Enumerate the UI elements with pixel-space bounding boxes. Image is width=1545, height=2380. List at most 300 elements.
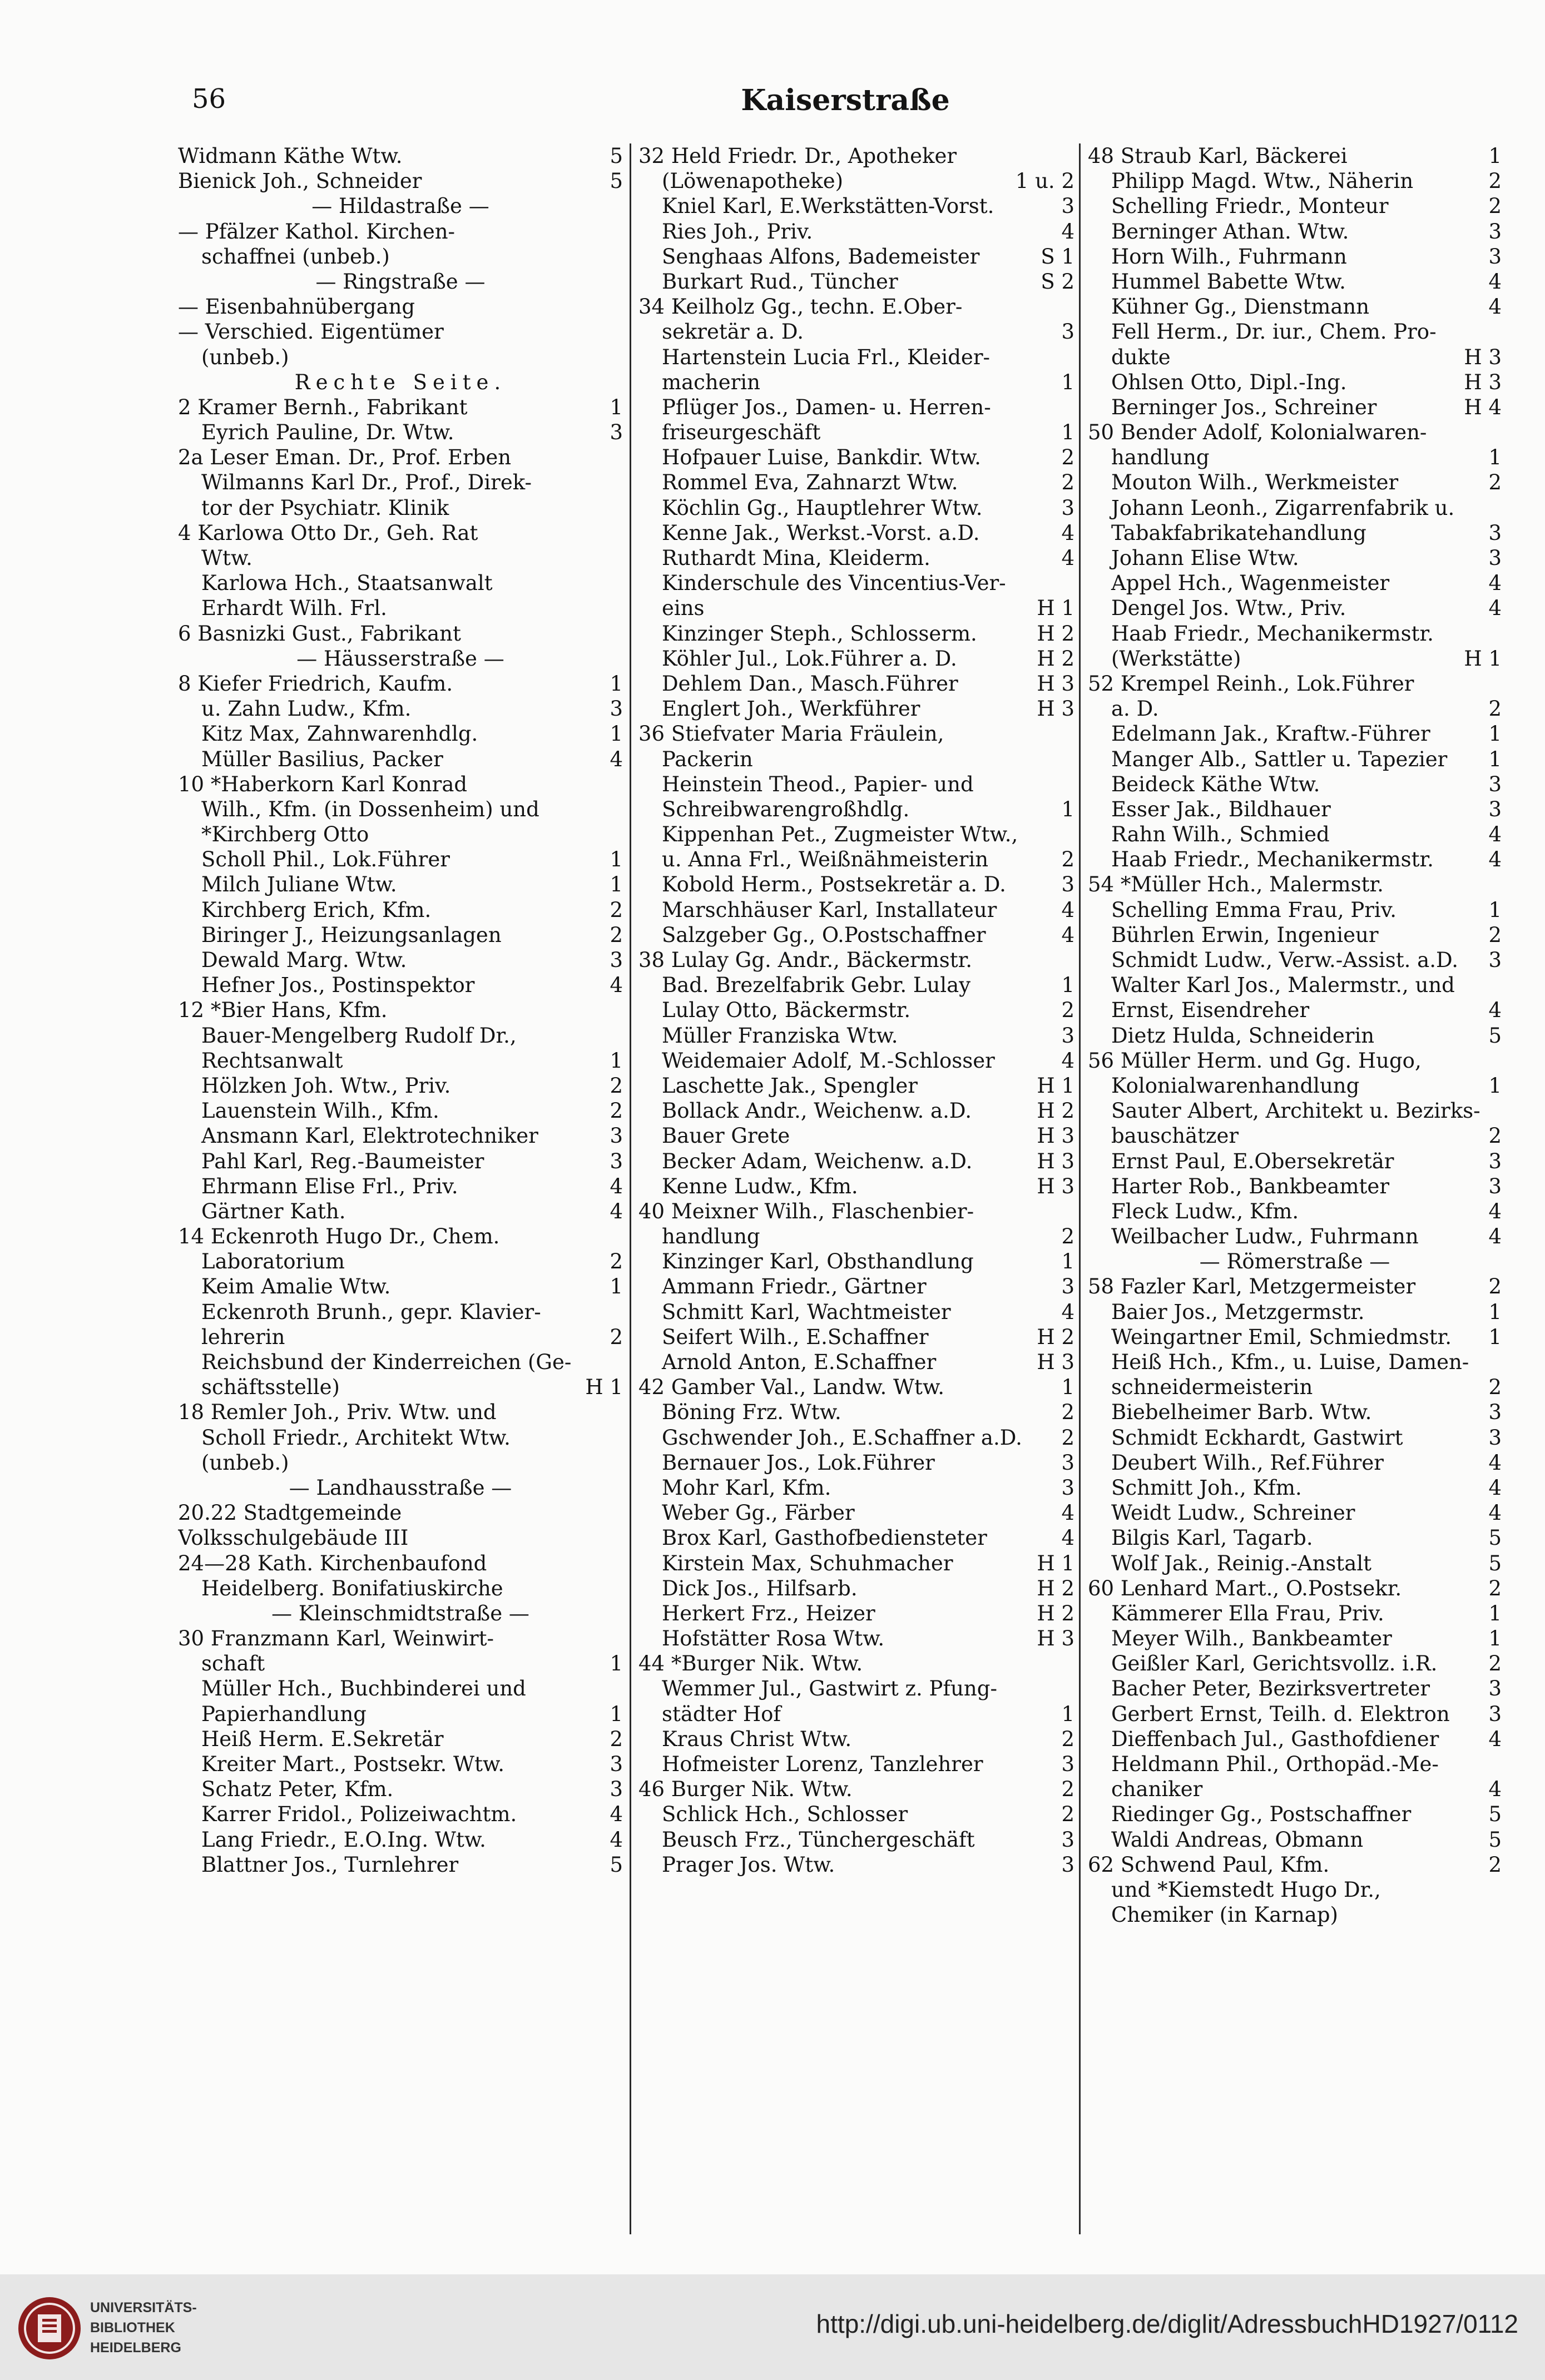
floor-number: 3 — [610, 1124, 623, 1148]
entry-text: Ruthardt Mina, Kleiderm. — [662, 546, 930, 570]
directory-entry — [638, 1023, 1074, 1048]
entry-text: 48 Straub Karl, Bäckerei — [1088, 144, 1348, 168]
entry-text: 24—28 Kath. Kirchenbaufond — [178, 1551, 487, 1575]
entry-text: schaffnei (unbeb.) — [201, 244, 390, 269]
floor-number: 1 — [610, 395, 623, 419]
entry-text: Schmitt Karl, Wachtmeister — [662, 1300, 951, 1324]
library-name-line: HEIDELBERG — [90, 2340, 181, 2356]
directory-entry — [1088, 194, 1502, 219]
directory-entry — [638, 1199, 1074, 1224]
entry-text: Salzgeber Gg., O.Postschaffner — [662, 923, 986, 947]
section-heading — [178, 370, 623, 395]
entry-text: macherin — [662, 370, 760, 394]
floor-number: S 1 — [1041, 244, 1074, 269]
directory-entry — [638, 797, 1074, 822]
directory-entry — [1088, 948, 1502, 973]
directory-entry — [178, 822, 623, 847]
entry-text: Berninger Jos., Schreiner — [1111, 395, 1377, 419]
floor-number: 1 — [1488, 898, 1502, 922]
entry-text: Scholl Phil., Lok.Führer — [201, 847, 450, 872]
section-heading — [178, 269, 623, 294]
directory-entry — [1088, 219, 1502, 244]
directory-entry — [1088, 244, 1502, 269]
directory-entry — [178, 1651, 623, 1676]
entry-text: tor der Psychiatr. Klinik — [201, 495, 449, 520]
directory-entry — [1088, 546, 1502, 571]
page-title: Kaiserstraße — [741, 83, 950, 117]
entry-text: Kitz Max, Zahnwarenhdlg. — [201, 722, 478, 746]
entry-text: — Pfälzer Kathol. Kirchen- — [178, 219, 455, 244]
entry-text: Kniel Karl, E.Werkstätten-Vorst. — [662, 194, 994, 219]
directory-entry — [178, 1375, 623, 1400]
floor-number: 1 — [1488, 722, 1502, 746]
directory-entry — [1088, 1400, 1502, 1425]
entry-text: Karlowa Hch., Staatsanwalt — [201, 571, 493, 596]
floor-number: 2 — [610, 1325, 623, 1349]
directory-entry — [178, 1676, 623, 1701]
entry-text: Böning Frz. Wtw. — [662, 1400, 841, 1425]
entry-text: Wilmanns Karl Dr., Prof., Direk- — [201, 470, 532, 495]
directory-entry — [1088, 1425, 1502, 1450]
floor-number: 2 — [1488, 1275, 1502, 1299]
floor-number: 2 — [1488, 1852, 1502, 1877]
entry-text: Manger Alb., Sattler u. Tapezier — [1111, 747, 1448, 771]
floor-number: 5 — [1488, 1526, 1502, 1550]
directory-entry — [178, 696, 623, 721]
directory-column-2 — [638, 143, 1074, 2234]
page-number: 56 — [192, 83, 226, 115]
directory-entry — [638, 1174, 1074, 1199]
floor-number: 1 — [610, 671, 623, 696]
entry-text: 38 Lulay Gg. Andr., Bäckermstr. — [638, 948, 973, 972]
entry-text: a. D. — [1111, 697, 1159, 721]
entry-text: Fleck Ludw., Kfm. — [1111, 1199, 1299, 1223]
floor-number: 1 u. 2 — [1015, 169, 1074, 194]
floor-number: 2 — [1061, 1727, 1074, 1751]
floor-number: 4 — [1061, 1501, 1074, 1525]
floor-number: 4 — [610, 747, 623, 771]
directory-entry — [638, 1425, 1074, 1450]
entry-text: 10 *Haberkorn Karl Konrad — [178, 772, 468, 796]
directory-entry — [638, 1676, 1074, 1701]
floor-number: 3 — [1061, 1023, 1074, 1048]
directory-entry — [1088, 1023, 1502, 1048]
entry-text: Müller Basilius, Packer — [201, 747, 443, 771]
directory-entry — [638, 898, 1074, 923]
directory-entry — [178, 1224, 623, 1249]
directory-entry — [178, 621, 623, 646]
entry-text: Philipp Magd. Wtw., Näherin — [1111, 169, 1414, 194]
entry-text: Lang Friedr., E.O.Ing. Wtw. — [201, 1827, 486, 1852]
entry-text: Haab Friedr., Mechanikermstr. — [1111, 621, 1434, 646]
floor-number: 3 — [610, 948, 623, 972]
floor-number: 1 — [610, 722, 623, 746]
floor-number: 4 — [1488, 1777, 1502, 1802]
floor-number: 1 — [1061, 1702, 1074, 1726]
directory-entry — [638, 345, 1074, 370]
library-logo — [17, 2295, 82, 2361]
floor-number: H 3 — [1464, 370, 1502, 394]
entry-text: 36 Stiefvater Maria Fräulein, — [638, 722, 944, 746]
entry-text: Erhardt Wilh. Frl. — [201, 596, 387, 621]
directory-entry — [1088, 1174, 1502, 1199]
directory-entry — [1088, 772, 1502, 797]
directory-entry — [178, 1300, 623, 1325]
floor-number: 3 — [1061, 320, 1074, 344]
floor-number: 4 — [1488, 1224, 1502, 1249]
entry-text: 50 Bender Adolf, Kolonialwaren- — [1088, 420, 1427, 445]
directory-entry — [638, 1048, 1074, 1073]
column-divider — [1079, 143, 1081, 2234]
directory-entry — [638, 1400, 1074, 1425]
directory-entry — [178, 395, 623, 420]
entry-text: Hefner Jos., Postinspektor — [201, 973, 475, 998]
section-heading — [1088, 1249, 1502, 1274]
floor-number: 2 — [1488, 470, 1502, 495]
directory-entry — [1088, 923, 1502, 948]
floor-number: 1 — [610, 872, 623, 897]
entry-text: Laboratorium — [201, 1250, 345, 1274]
floor-number: 5 — [1488, 1802, 1502, 1827]
floor-number: H 2 — [1037, 1601, 1074, 1625]
entry-text: Burkart Rud., Tüncher — [662, 269, 898, 294]
entry-text: Kühner Gg., Dienstmann — [1111, 295, 1370, 319]
directory-entry — [638, 319, 1074, 344]
directory-entry — [1088, 1475, 1502, 1500]
section-heading — [178, 1475, 623, 1500]
entry-text: Lulay Otto, Bäckermstr. — [662, 998, 911, 1023]
directory-entry — [178, 1149, 623, 1174]
entry-text: — Verschied. Eigentümer — [178, 320, 444, 344]
entry-text: Arnold Anton, E.Schaffner — [662, 1350, 937, 1374]
floor-number: 4 — [610, 1199, 623, 1223]
floor-number: 5 — [1488, 1827, 1502, 1852]
directory-entry — [1088, 470, 1502, 495]
entry-text: sekretär a. D. — [662, 320, 804, 344]
entry-text: Bilgis Karl, Tagarb. — [1111, 1526, 1313, 1550]
floor-number: 3 — [1488, 244, 1502, 269]
entry-text: 32 Held Friedr. Dr., Apotheker — [638, 144, 957, 168]
floor-number: 2 — [610, 1727, 623, 1751]
directory-entry — [638, 495, 1074, 520]
entry-text: Gärtner Kath. — [201, 1199, 346, 1223]
directory-entry — [178, 1199, 623, 1224]
entry-text: Papierhandlung — [201, 1702, 367, 1726]
directory-entry — [1088, 1902, 1502, 1927]
directory-entry — [178, 1802, 623, 1827]
directory-entry — [638, 1224, 1074, 1249]
directory-entry — [638, 1475, 1074, 1500]
entry-text: Wilh., Kfm. (in Dossenheim) und — [201, 797, 539, 821]
entry-text: Marschhäuser Karl, Installateur — [662, 898, 997, 922]
directory-entry — [178, 1752, 623, 1777]
floor-number: 3 — [610, 420, 623, 445]
entry-text: Chemiker (in Karnap) — [1111, 1903, 1338, 1927]
directory-entry — [1088, 747, 1502, 772]
directory-entry — [1088, 1500, 1502, 1525]
entry-text: handlung — [1111, 445, 1210, 470]
directory-entry — [178, 671, 623, 696]
floor-number: 3 — [1488, 1677, 1502, 1701]
directory-entry — [178, 1551, 623, 1576]
floor-number: 3 — [1488, 546, 1502, 570]
floor-number: 1 — [1488, 1325, 1502, 1349]
directory-entry — [1088, 319, 1502, 344]
entry-text: eins — [662, 596, 705, 621]
directory-entry — [638, 923, 1074, 948]
directory-entry — [178, 1727, 623, 1752]
entry-text: Schelling Emma Frau, Priv. — [1111, 898, 1397, 922]
directory-entry — [638, 948, 1074, 973]
floor-number: 3 — [1061, 1475, 1074, 1500]
entry-text: Heiß Hch., Kfm., u. Luise, Damen- — [1111, 1350, 1469, 1374]
entry-text: Kinzinger Karl, Obsthandlung — [662, 1250, 974, 1274]
entry-text: Kraus Christ Wtw. — [662, 1727, 852, 1751]
floor-number: S 2 — [1041, 269, 1074, 294]
floor-number: 5 — [610, 1852, 623, 1877]
directory-entry — [638, 1551, 1074, 1576]
floor-number: 4 — [1488, 1501, 1502, 1525]
floor-number: H 4 — [1464, 395, 1502, 419]
floor-number: 2 — [1061, 1802, 1074, 1827]
entry-text: Wtw. — [201, 546, 252, 570]
entry-text: Scholl Friedr., Architekt Wtw. — [201, 1425, 511, 1450]
section-heading — [178, 1601, 623, 1626]
directory-entry — [638, 1852, 1074, 1877]
directory-entry — [638, 1300, 1074, 1325]
directory-entry — [178, 797, 623, 822]
directory-entry — [178, 495, 623, 520]
floor-number: 4 — [610, 1802, 623, 1827]
entry-text: Keim Amalie Wtw. — [201, 1275, 391, 1299]
entry-text: Kinderschule des Vincentius-Ver- — [662, 571, 1006, 596]
entry-text: Bauer Grete — [662, 1124, 790, 1148]
directory-entry — [638, 721, 1074, 746]
entry-text: Rechtsanwalt — [201, 1048, 343, 1073]
floor-number: 4 — [1488, 571, 1502, 596]
source-url-link[interactable]: http://digi.ub.uni-heidelberg.de/diglit/AdressbuchHD1927/0112 — [816, 2309, 1518, 2338]
floor-number: H 1 — [1037, 596, 1074, 621]
floor-number: 4 — [1488, 998, 1502, 1023]
directory-entry — [1088, 671, 1502, 696]
floor-number: 2 — [1061, 1425, 1074, 1450]
directory-entry — [1088, 495, 1502, 520]
entry-text: Lauenstein Wilh., Kfm. — [201, 1099, 439, 1123]
floor-number: 4 — [1061, 898, 1074, 922]
directory-entry — [1088, 898, 1502, 923]
directory-entry — [178, 219, 623, 244]
directory-entry — [178, 747, 623, 772]
entry-text: Pahl Karl, Reg.-Baumeister — [201, 1149, 484, 1173]
floor-number: 4 — [1061, 1048, 1074, 1073]
floor-number: 1 — [610, 847, 623, 872]
entry-text: Hofpauer Luise, Bankdir. Wtw. — [662, 445, 981, 470]
floor-number: 2 — [610, 1099, 623, 1123]
directory-entry — [638, 872, 1074, 897]
floor-number: 2 — [610, 923, 623, 947]
floor-number: 3 — [610, 1752, 623, 1776]
entry-text: Karrer Fridol., Polizeiwachtm. — [201, 1802, 517, 1827]
floor-number: 3 — [1061, 495, 1074, 520]
entry-text: Kolonialwarenhandlung — [1111, 1073, 1360, 1098]
directory-entry — [178, 1249, 623, 1274]
directory-column-1 — [178, 143, 623, 2234]
floor-number: 1 — [1488, 747, 1502, 771]
floor-number: H 2 — [1037, 1576, 1074, 1600]
entry-text: Rechte Seite. — [294, 370, 507, 394]
directory-entry — [178, 923, 623, 948]
entry-text: chaniker — [1111, 1777, 1203, 1802]
directory-column-3 — [1088, 143, 1502, 2234]
section-heading — [178, 646, 623, 671]
library-name — [90, 2298, 257, 2358]
floor-number: 1 — [1488, 1601, 1502, 1625]
entry-text: Becker Adam, Weichenw. a.D. — [662, 1149, 973, 1173]
entry-text: Eckenroth Brunh., gepr. Klavier- — [201, 1300, 541, 1324]
floor-number: 3 — [1488, 772, 1502, 796]
entry-text: Kinzinger Steph., Schlosserm. — [662, 621, 977, 646]
directory-entry — [638, 168, 1074, 194]
entry-text: Beideck Käthe Wtw. — [1111, 772, 1320, 796]
floor-number: H 1 — [585, 1375, 623, 1400]
directory-entry — [178, 319, 623, 344]
floor-number: 3 — [610, 697, 623, 721]
directory-entry — [1088, 696, 1502, 721]
directory-entry — [1088, 872, 1502, 897]
floor-number: 3 — [1488, 1400, 1502, 1425]
directory-entry — [638, 671, 1074, 696]
directory-entry — [178, 973, 623, 998]
floor-number: 4 — [1061, 1300, 1074, 1324]
floor-number: H 3 — [1037, 1124, 1074, 1148]
directory-entry — [638, 370, 1074, 395]
directory-entry — [1088, 1224, 1502, 1249]
entry-text: (Löwenapotheke) — [662, 169, 844, 194]
entry-text: Bacher Peter, Bezirksvertreter — [1111, 1677, 1430, 1701]
directory-entry — [638, 973, 1074, 998]
floor-number: 2 — [1488, 194, 1502, 219]
floor-number: 2 — [610, 1250, 623, 1274]
directory-entry — [178, 998, 623, 1023]
entry-text: Müller Hch., Buchbinderei und — [201, 1677, 526, 1701]
directory-entry — [178, 1777, 623, 1802]
directory-entry — [638, 445, 1074, 470]
directory-entry — [178, 1500, 623, 1525]
floor-number: 4 — [610, 973, 623, 998]
directory-entry — [638, 1350, 1074, 1375]
directory-entry — [178, 1325, 623, 1350]
entry-text: Dietz Hulda, Schneiderin — [1111, 1023, 1375, 1048]
directory-entry — [1088, 797, 1502, 822]
section-heading — [178, 194, 623, 219]
entry-text: Berninger Athan. Wtw. — [1111, 219, 1349, 244]
floor-number: 4 — [1488, 1450, 1502, 1475]
directory-entry — [1088, 1274, 1502, 1299]
floor-number: 4 — [610, 1827, 623, 1852]
floor-number: H 3 — [1037, 1350, 1074, 1374]
entry-text: Baier Jos., Metzgermstr. — [1111, 1300, 1365, 1324]
entry-text: Ohlsen Otto, Dipl.-Ing. — [1111, 370, 1347, 394]
entry-text: Biebelheimer Barb. Wtw. — [1111, 1400, 1372, 1425]
floor-number: 1 — [1061, 1250, 1074, 1274]
floor-number: 1 — [1061, 370, 1074, 394]
directory-entry — [178, 294, 623, 319]
directory-entry — [1088, 1199, 1502, 1224]
entry-text: Prager Jos. Wtw. — [662, 1852, 835, 1877]
directory-entry — [638, 1827, 1074, 1852]
entry-text: — Eisenbahnübergang — [178, 295, 415, 319]
entry-text: Kobold Herm., Postsekretär a. D. — [662, 872, 1006, 897]
entry-text: Dengel Jos. Wtw., Priv. — [1111, 596, 1346, 621]
entry-text: lehrerin — [201, 1325, 285, 1349]
entry-text: Weber Gg., Färber — [662, 1501, 855, 1525]
entry-text: Ernst, Eisendreher — [1111, 998, 1310, 1023]
directory-entry — [638, 1249, 1074, 1274]
directory-entry — [638, 1500, 1074, 1525]
entry-text: Walter Karl Jos., Malermstr., und — [1111, 973, 1455, 998]
directory-entry — [638, 1098, 1074, 1123]
entry-text: Deubert Wilh., Ref.Führer — [1111, 1450, 1384, 1475]
directory-entry — [178, 571, 623, 596]
directory-entry — [178, 168, 623, 194]
directory-entry — [1088, 1123, 1502, 1148]
entry-text: Hummel Babette Wtw. — [1111, 269, 1346, 294]
directory-entry — [178, 143, 623, 168]
directory-entry — [638, 571, 1074, 596]
entry-text: Schlick Hch., Schlosser — [662, 1802, 908, 1827]
directory-entry — [1088, 520, 1502, 546]
directory-entry — [1088, 973, 1502, 998]
entry-text: Riedinger Gg., Postschaffner — [1111, 1802, 1412, 1827]
floor-number: 2 — [1488, 1652, 1502, 1676]
floor-number: 3 — [1488, 219, 1502, 244]
entry-text: Meyer Wilh., Bankbeamter — [1111, 1627, 1392, 1651]
library-name-line: BIBLIOTHEK — [90, 2320, 175, 2336]
entry-text: Dewald Marg. Wtw. — [201, 948, 407, 972]
floor-number: 4 — [1488, 1199, 1502, 1223]
entry-text: Rommel Eva, Zahnarzt Wtw. — [662, 470, 958, 495]
directory-entry — [638, 1576, 1074, 1601]
entry-text: u. Anna Frl., Weißnähmeisterin — [662, 847, 989, 872]
entry-text: schäftsstelle) — [201, 1375, 340, 1400]
floor-number: H 2 — [1037, 621, 1074, 646]
entry-text: Bad. Brezelfabrik Gebr. Lulay — [662, 973, 971, 998]
directory-entry — [1088, 1727, 1502, 1752]
directory-entry — [638, 1325, 1074, 1350]
floor-number: 4 — [1061, 520, 1074, 545]
floor-number: 4 — [1061, 546, 1074, 570]
floor-number: 3 — [1488, 1149, 1502, 1173]
directory-entry — [178, 345, 623, 370]
directory-entry — [178, 445, 623, 470]
directory-entry — [638, 420, 1074, 445]
entry-text: *Kirchberg Otto — [201, 822, 369, 847]
floor-number: 4 — [1061, 923, 1074, 947]
entry-text: Ammann Friedr., Gärtner — [662, 1275, 927, 1299]
floor-number: 5 — [1488, 1023, 1502, 1048]
entry-text: Biringer J., Heizungsanlagen — [201, 923, 502, 947]
entry-text: Kippenhan Pet., Zugmeister Wtw., — [662, 822, 1018, 847]
entry-text: Kenne Jak., Werkst.-Vorst. a.D. — [662, 520, 980, 545]
directory-entry — [638, 143, 1074, 168]
entry-text: Seifert Wilh., E.Schaffner — [662, 1325, 929, 1349]
entry-text: Laschette Jak., Spengler — [662, 1073, 918, 1098]
floor-number: 4 — [1488, 822, 1502, 847]
entry-text: Kirstein Max, Schuhmacher — [662, 1551, 953, 1575]
directory-entry — [638, 1727, 1074, 1752]
page-header — [192, 83, 1499, 128]
directory-entry — [178, 948, 623, 973]
